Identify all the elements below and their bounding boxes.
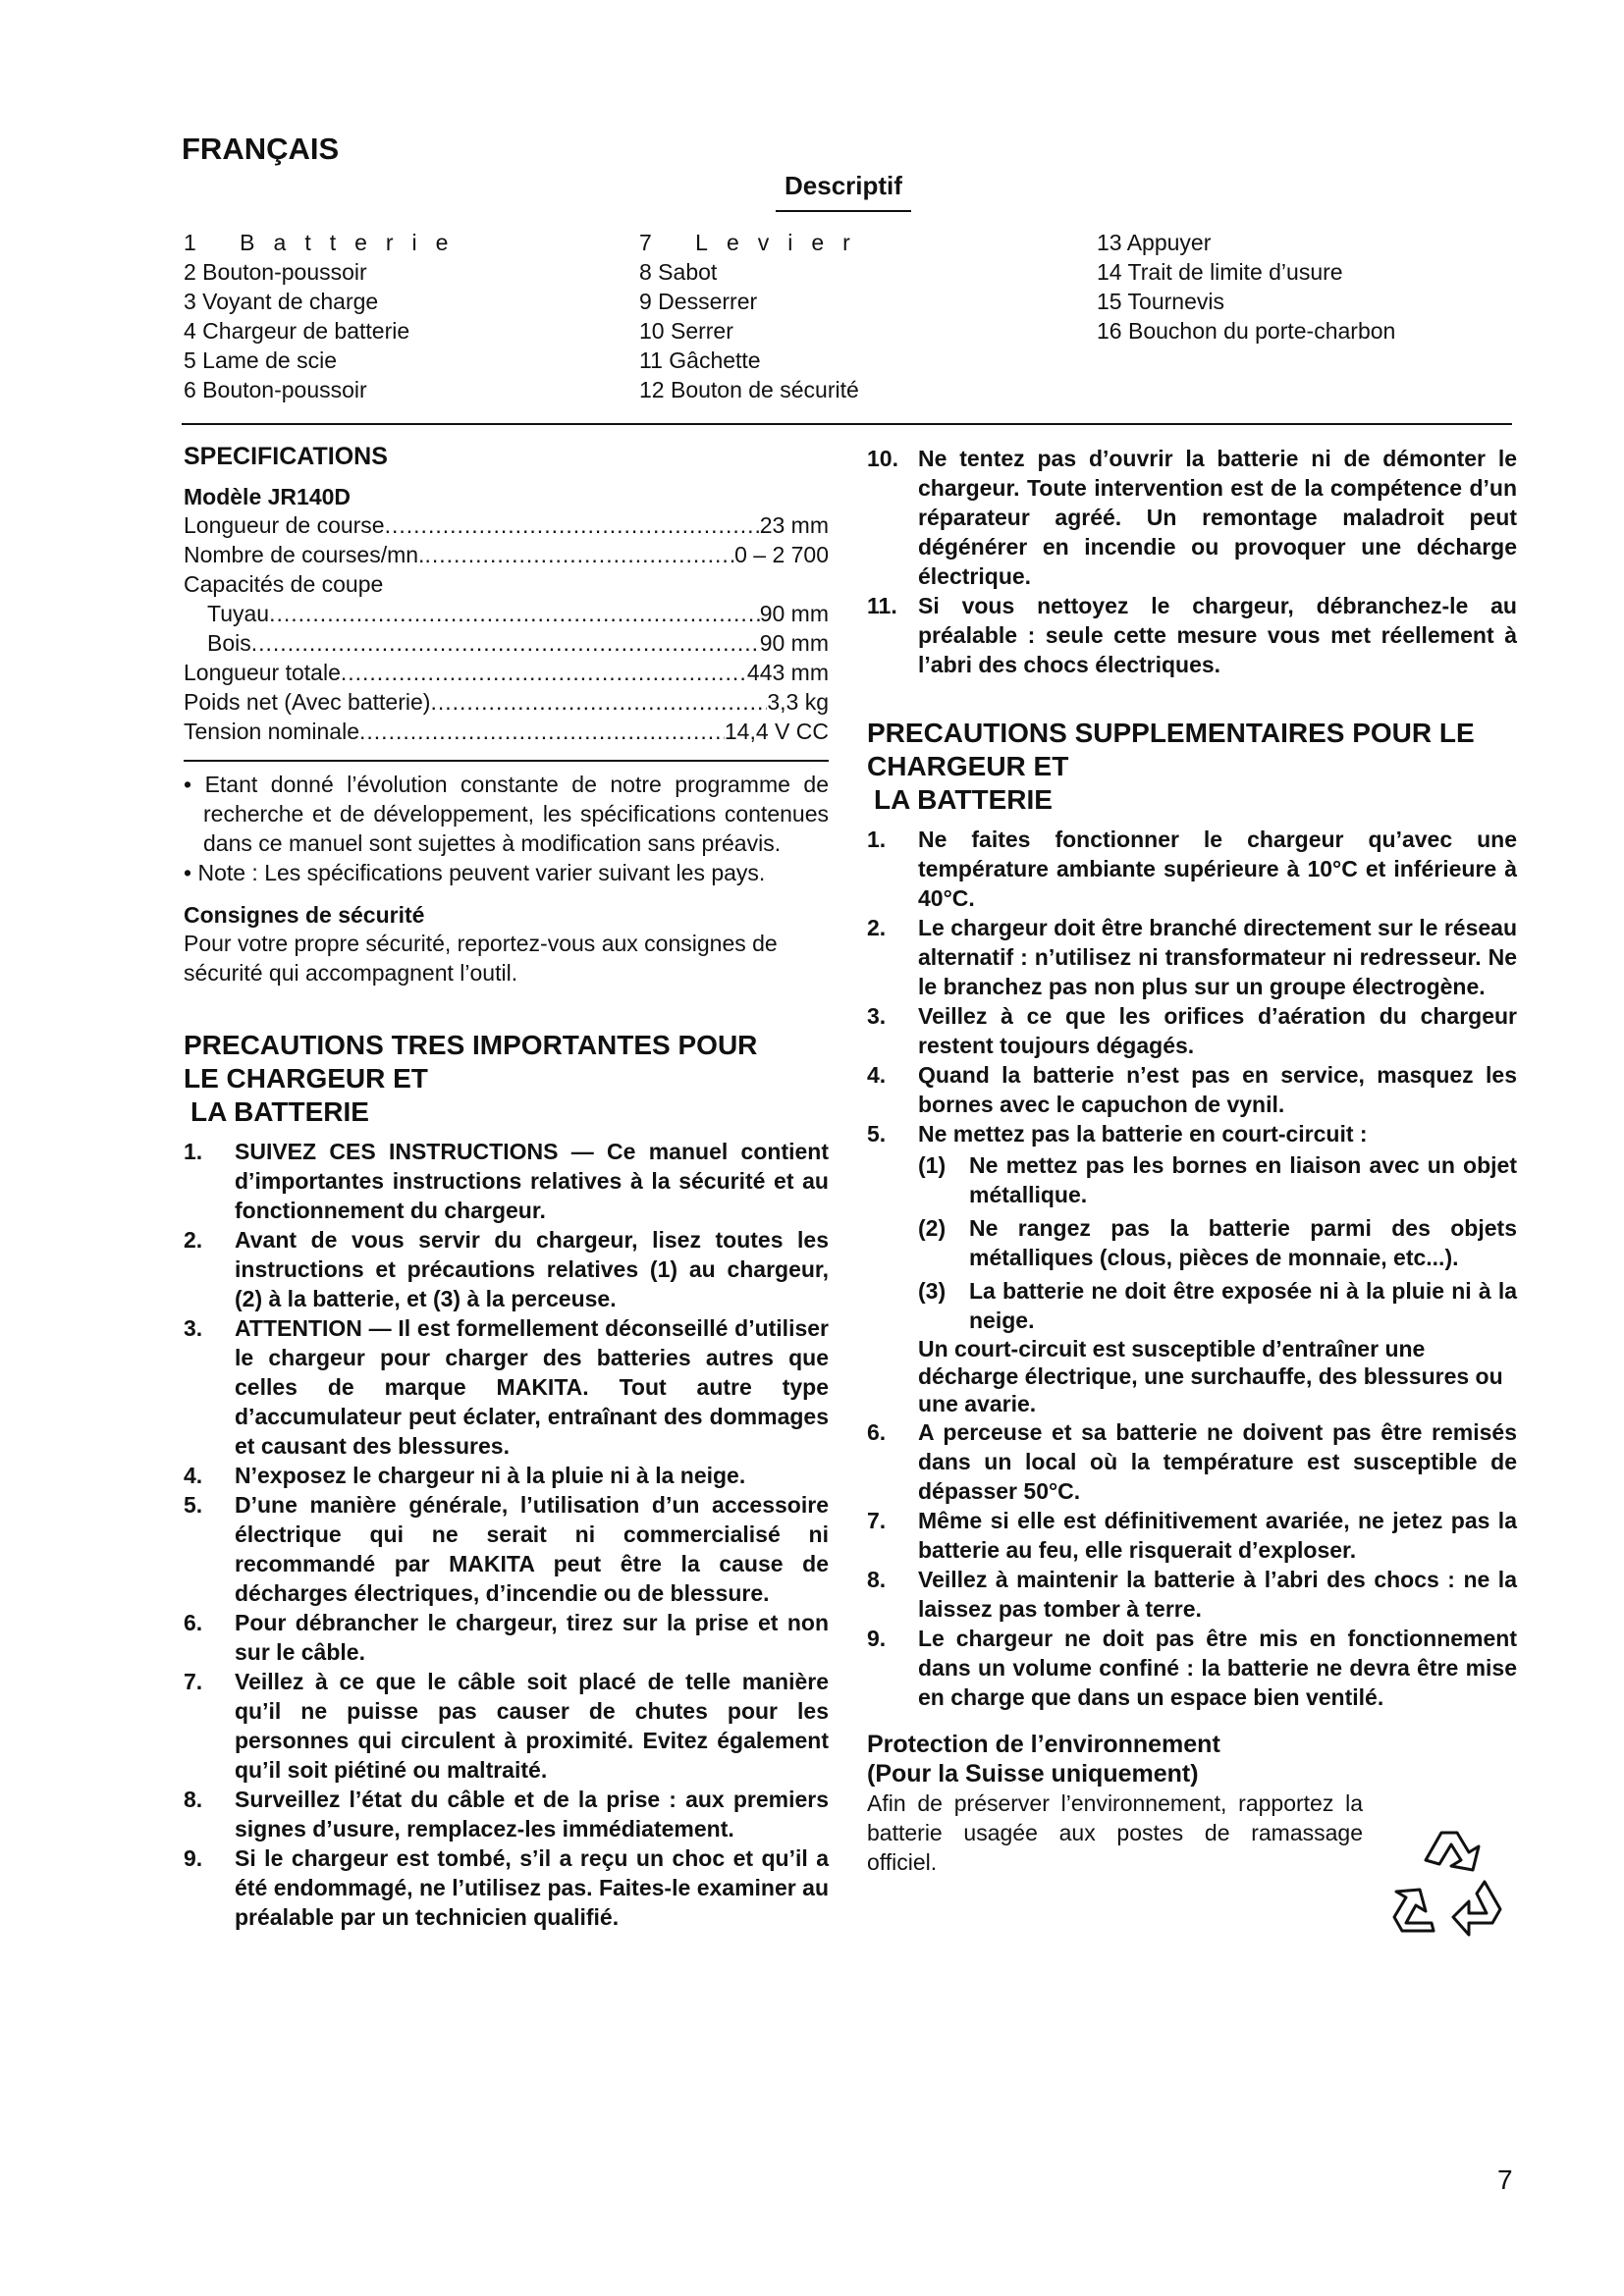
item-text: ATTENTION — Il est formellement déconseillé d’utiliser le chargeur pour charger des batteries autres que celles de marque MAKITA. Tout autre type d’accumulateur peut éclater, entraînant des dommages et causant des blessures. [235, 1315, 829, 1459]
item-text: Si le chargeur est tombé, s’il a reçu un choc et qu’il a été endommagé, ne l’utilisez pas. Faites-le examiner au préalable par un technicien qualifié. [235, 1845, 829, 1930]
list-item [184, 1843, 829, 1932]
item-number: 7. [184, 1669, 203, 1694]
supplementary-title-line1: PRECAUTIONS SUPPLEMENTAIRES POUR LE [867, 718, 1475, 748]
supplementary-title-line2: CHARGEUR ET [867, 751, 1069, 781]
recycle-arrow-right [1453, 1882, 1500, 1935]
item-text: Avant de vous servir du chargeur, lisez toutes les instructions et précautions relatives (1) au chargeur, (2) à la batterie, et (3) à la perceuse. [235, 1227, 829, 1311]
recycle-icon [1375, 1821, 1512, 1949]
spec-row [184, 599, 829, 628]
legend-item: 1 Batterie [184, 230, 467, 255]
environment-text: Afin de préserver l’environnement, rapportez la batterie usagée aux postes de ramassage officiel. [867, 1790, 1363, 1875]
sub-item [918, 1276, 1517, 1335]
spec-row [184, 687, 829, 717]
legend-item: 4 Chargeur de batterie [184, 318, 410, 344]
legend-item: 9 Desserrer [639, 289, 758, 314]
environment-title-line1: Protection de l’environnement [867, 1731, 1220, 1758]
list-item [184, 1137, 829, 1225]
legend-column-2 [639, 228, 869, 404]
descriptif-title: Descriptif [785, 171, 902, 200]
legend-column-3 [1097, 228, 1395, 346]
spec-label: Longueur de course [184, 512, 385, 538]
list-item [184, 1225, 829, 1313]
safety-text: Pour votre propre sécurité, reportez-vous aux consignes de sécurité qui accompagnent l’outil. [184, 931, 778, 986]
legend-item: 12 Bouton de sécurité [639, 377, 859, 402]
spec-row [184, 540, 829, 569]
list-item [867, 1506, 1517, 1565]
environment-title-line2: (Pour la Suisse uniquement) [867, 1760, 1199, 1788]
item-number: 10. [867, 446, 898, 471]
short-circuit-note: Un court-circuit est susceptible d’entraîner une décharge électrique, une surchauffe, des blessures ou une avarie. [918, 1336, 1503, 1416]
item-number: 2. [184, 1227, 203, 1253]
item-number: 7. [867, 1508, 887, 1533]
item-number: 9. [867, 1626, 887, 1651]
legend-column-1 [184, 228, 466, 404]
list-item [867, 913, 1517, 1001]
item-text: Ne mettez pas la batterie en court-circuit : [918, 1121, 1368, 1147]
important-title-line2: LE CHARGEUR ET [184, 1063, 428, 1094]
sub-item-text: La batterie ne doit être exposée ni à la pluie ni à la neige. [969, 1278, 1517, 1333]
list-item [184, 1313, 829, 1461]
spec-note: • Note : Les spécifications peuvent varier suivant les pays. [184, 858, 829, 887]
spec-value: 443 mm [746, 660, 829, 685]
item-number: 5. [184, 1492, 203, 1518]
item-number: 4. [184, 1463, 203, 1488]
important-title-line3: LA BATTERIE [190, 1096, 369, 1127]
item-number: 6. [867, 1419, 887, 1445]
spec-label: Bois [207, 630, 251, 656]
list-item [184, 1461, 829, 1490]
legend-item: 5 Lame de scie [184, 347, 337, 373]
list-item [867, 1565, 1517, 1624]
item-text: Veillez à ce que le câble soit placé de telle manière qu’il ne puisse pas causer de chutes pour les personnes qui circulent à proximité. Evitez également qu’il soit piétiné ou maltraité. [235, 1669, 829, 1783]
spec-label: Tuyau [207, 601, 270, 626]
capacities-label: Capacités de coupe [184, 571, 384, 597]
list-item [867, 1119, 1517, 1148]
item-text: Veillez à maintenir la batterie à l’abri des chocs : ne la laissez pas tomber à terre. [918, 1567, 1517, 1622]
supplementary-list [867, 825, 1517, 1148]
item-number: 1. [867, 827, 887, 852]
item-text: Surveillez l’état du câble et de la prise : aux premiers signes d’usure, remplacez-les immédiatement. [235, 1787, 829, 1842]
list-item [867, 825, 1517, 913]
item-number: 9. [184, 1845, 203, 1871]
spec-row [184, 658, 829, 687]
legend-item: 15 Tournevis [1097, 289, 1224, 314]
item-text: SUIVEZ CES INSTRUCTIONS — Ce manuel contient d’importantes instructions relatives à la sécurité et au fonctionnement du chargeur. [235, 1139, 829, 1223]
recycle-arrow-top [1426, 1833, 1479, 1870]
left-column [184, 442, 829, 1932]
important-list [184, 1137, 829, 1932]
descriptif-underline [776, 210, 911, 212]
item-number: 2. [867, 915, 887, 940]
supplementary-title-line3: LA BATTERIE [874, 784, 1053, 815]
sub-item [918, 1213, 1517, 1272]
legend-item: 10 Serrer [639, 318, 733, 344]
sub-item-text: Ne mettez pas les bornes en liaison avec un objet métallique. [969, 1152, 1517, 1207]
spec-row [184, 510, 829, 540]
list-item [867, 1060, 1517, 1119]
list-item [184, 1608, 829, 1667]
supplementary-list-continued [867, 1417, 1517, 1712]
list-item [867, 444, 1517, 591]
language-heading: FRANÇAIS [182, 132, 340, 166]
item-number: 4. [867, 1062, 887, 1088]
list-item [867, 1001, 1517, 1060]
legend-item: 16 Bouchon du porte-charbon [1097, 318, 1396, 344]
sub-item-text: Ne rangez pas la batterie parmi des objets métalliques (clous, pièces de monnaie, etc...). [969, 1215, 1517, 1270]
spec-label: Nombre de courses/mn. [184, 542, 425, 567]
item-text: Pour débrancher le chargeur, tirez sur la prise et non sur le câble. [235, 1610, 829, 1665]
item-text: Même si elle est définitivement avariée, ne jetez pas la batterie au feu, elle risquerait d’exploser. [918, 1508, 1517, 1563]
item-text: A perceuse et sa batterie ne doivent pas être remisés dans un local où la température est susceptible de dépasser 50°C. [918, 1419, 1517, 1504]
item-number: 1. [184, 1139, 203, 1164]
item-text: Veillez à ce que les orifices d’aération du chargeur restent toujours dégagés. [918, 1003, 1517, 1058]
legend-item: 13 Appuyer [1097, 230, 1212, 255]
item-text: Le chargeur ne doit pas être mis en fonctionnement dans un volume confiné : la batterie ne devra être mise en charge que dans un espace bien ventilé. [918, 1626, 1517, 1710]
item-text: Si vous nettoyez le chargeur, débranchez-le au préalable : seule cette mesure vous met réellement à l’abri des chocs électriques. [918, 593, 1517, 677]
spec-value: 23 mm [759, 512, 829, 538]
list-item [184, 1785, 829, 1843]
spec-note: • Etant donné l’évolution constante de notre programme de recherche et de développement, les spécifications contenues dans ce manuel sont sujettes à modification sans préavis. [184, 770, 829, 858]
spec-row [184, 717, 829, 746]
item-number: 11. [867, 593, 897, 618]
list-item [184, 1490, 829, 1608]
item-number: 3. [867, 1003, 887, 1029]
safety-title: Consignes de sécurité [184, 902, 425, 928]
list-item [867, 1417, 1517, 1506]
list-item [184, 1667, 829, 1785]
item-text: Ne tentez pas d’ouvrir la batterie ni de démonter le chargeur. Toute intervention est de la compétence d’un réparateur agréé. Un remontage maladroit peut dégénérer en incendie ou provoquer une décharge électrique. [918, 446, 1517, 589]
spec-label: Poids net (Avec batterie) [184, 689, 431, 715]
legend-item: 11 Gâchette [639, 347, 761, 373]
item-number: 8. [184, 1787, 203, 1812]
legend-item: 8 Sabot [639, 259, 718, 285]
item-number: 3. [184, 1315, 203, 1341]
list-item [867, 1624, 1517, 1712]
spec-value: 3,3 kg [767, 689, 829, 715]
model-name: Modèle JR140D [184, 484, 352, 509]
spec-divider [184, 760, 829, 762]
item-text: N’exposez le chargeur ni à la pluie ni à la neige. [235, 1463, 746, 1488]
page-number: 7 [1497, 2164, 1513, 2195]
section-divider [182, 423, 1512, 425]
recycle-arrow-left [1394, 1890, 1434, 1931]
spec-value: 90 mm [759, 630, 829, 656]
sub-item-number: (3) [918, 1278, 947, 1304]
legend-item: 2 Bouton-poussoir [184, 259, 367, 285]
item-text: Le chargeur doit être branché directement sur le réseau alternatif : n’utilisez ni transformateur ni redresseur. Ne le branchez pas non plus sur un groupe électrogène. [918, 915, 1517, 999]
legend-item: 7 Levier [639, 230, 869, 255]
legend-item: 3 Voyant de charge [184, 289, 379, 314]
item-text: D’une manière générale, l’utilisation d’un accessoire électrique qui ne serait ni commercialisé ni recommandé par MAKITA peut être la cause de décharges électriques, d’incendie ou de blessure. [235, 1492, 829, 1606]
spec-row [184, 628, 829, 658]
item-number: 5. [867, 1121, 887, 1147]
spec-label: Longueur totale [184, 660, 341, 685]
specifications-title: SPECIFICATIONS [184, 443, 388, 470]
spec-value: 90 mm [759, 601, 829, 626]
legend-item: 6 Bouton-poussoir [184, 377, 367, 402]
sub-item-number: (2) [918, 1215, 947, 1241]
legend-item: 14 Trait de limite d’usure [1097, 259, 1343, 285]
important-list-continued [867, 444, 1517, 679]
item-text: Quand la batterie n’est pas en service, masquez les bornes avec le capuchon de vynil. [918, 1062, 1517, 1117]
important-title-line1: PRECAUTIONS TRES IMPORTANTES POUR [184, 1030, 758, 1060]
spec-label: Tension nominale [184, 719, 360, 744]
spec-value: 0 – 2 700 [734, 542, 829, 567]
list-item [867, 591, 1517, 679]
item-text: Ne faites fonctionner le chargeur qu’avec une température ambiante supérieure à 10°C et inférieure à 40°C. [918, 827, 1517, 911]
item-number: 6. [184, 1610, 203, 1635]
sub-item-number: (1) [918, 1152, 947, 1178]
right-column [867, 444, 1517, 1877]
spec-notes [184, 770, 829, 887]
spec-value: 14,4 V CC [724, 719, 829, 744]
sub-item [918, 1150, 1517, 1209]
item-number: 8. [867, 1567, 887, 1592]
